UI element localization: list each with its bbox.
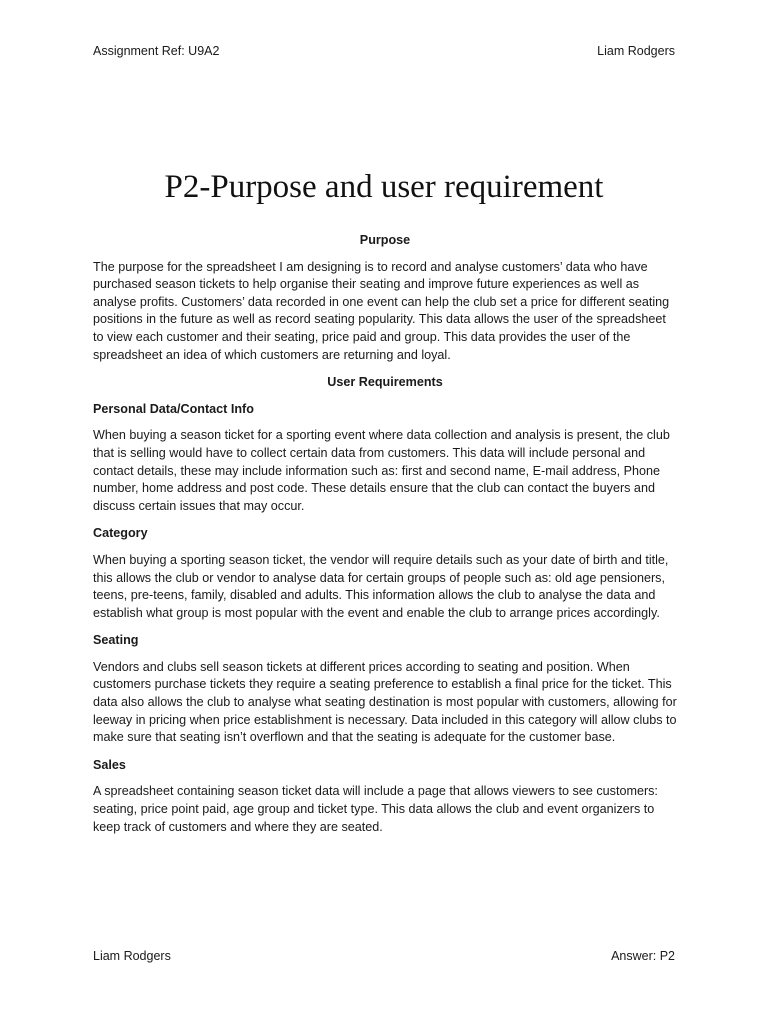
page-footer [93, 948, 675, 964]
sales-paragraph: A spreadsheet containing season ticket data will include a page that allows viewers to see customers: seating, price point paid, age group and ticket type. This data allows the club and event organizers to keep track of customers and where they are seated. [93, 784, 658, 834]
header-assignment-ref: Assignment Ref: U9A2 [93, 44, 220, 58]
personal-data-heading: Personal Data/Contact Info [93, 401, 254, 416]
document-body [93, 232, 677, 846]
footer-answer-ref: Answer: P2 [611, 949, 675, 963]
user-requirements-heading: User Requirements [327, 375, 443, 390]
category-heading: Category [93, 526, 148, 541]
header-author: Liam Rodgers [597, 44, 675, 58]
category-paragraph: When buying a sporting season ticket, the vendor will require details such as your date of birth and title, this allows the club or vendor to analyse data for certain groups of people such as: old age pensioners, teens, pre-teens, family, disabled and adults. This information allows the club to analyse the data and establish what group is most popular with the event and enable the club to arrange prices accordingly. [93, 552, 669, 620]
purpose-heading: Purpose [359, 233, 411, 247]
page-header [93, 43, 675, 59]
footer-author: Liam Rodgers [93, 949, 171, 963]
personal-data-paragraph: When buying a season ticket for a sporting event where data collection and analysis is present, the club that is selling would have to collect certain data from customers. This data will include personal and contact details, these may include information such as: first and second name, E-mail address, Phone number, home address and post code. These details ensure that the club can contact the buyers and discuss certain issues that may occur. [93, 428, 670, 513]
seating-heading: Seating [93, 633, 139, 648]
sales-heading: Sales [93, 757, 126, 772]
purpose-paragraph: The purpose for the spreadsheet I am designing is to record and analyse customers’ data who have purchased season tickets to help organise their seating and improve future experiences as well as analyse profits. Customers’ data recorded in one event can help the club set a price for different seating positions in the future as well as record seating popularity. This data allows the user of the spreadsheet to view each customer and their seating, price paid and group. This data provides the user of the spreadsheet an idea of which customers are returning and loyal. [93, 259, 670, 362]
page-title: P2-Purpose and user requirement [164, 169, 604, 205]
seating-paragraph: Vendors and clubs sell season tickets at different prices according to seating and position. When customers purchase tickets they require a seating preference to establish a final price for the ticket. This data also allows the club to analyse what seating destination is most popular with customers, allowing for leeway in pricing when price establishment is necessary. Data included in this category will allow clubs to make sure that seating isn’t overflown and that the seating is adequate for the customer base. [93, 659, 677, 745]
